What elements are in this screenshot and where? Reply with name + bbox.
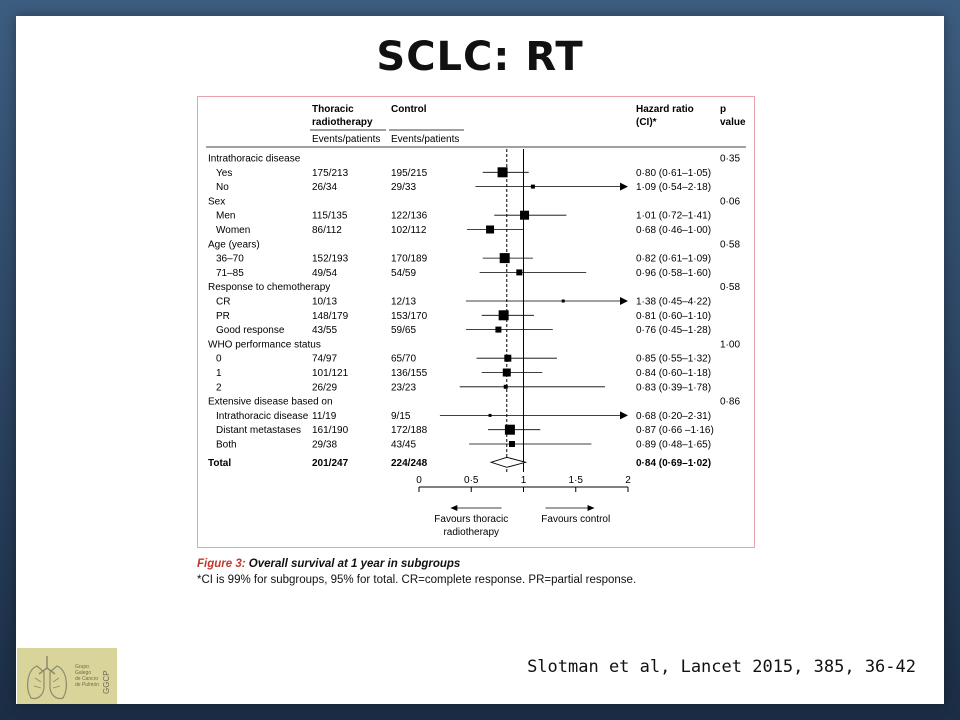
group-label: WHO performance status [208,339,321,351]
favours-right-arrowhead [588,505,595,511]
x-tick-label: 1·5 [568,475,583,486]
caption-label: Figure 3: [197,558,246,570]
favours-left-arrowhead [450,505,457,511]
row-label: Women [216,225,251,236]
rt-events: 43/55 [312,325,338,337]
header-events: Events/patients [312,134,381,145]
rt-events: 26/34 [312,182,338,194]
favours-right-label: Favours control [541,514,611,525]
total-diamond [491,457,525,467]
slide-title: SCLC: RT [376,34,584,80]
rt-events: 201/247 [312,457,349,469]
row-label: 71–85 [216,267,244,279]
point-estimate [531,185,535,189]
row-label: 2 [216,382,222,394]
control-events: 102/112 [391,225,427,236]
p-value: 0·06 [720,196,741,208]
logo-text: de Cancro [75,676,99,682]
figure-caption [197,556,797,588]
control-events: 195/215 [391,167,428,179]
x-tick-label: 1 [520,475,527,486]
rt-events: 101/121 [312,368,349,379]
ggcp-logo [17,648,117,704]
control-events: 172/188 [391,425,428,437]
point-estimate [505,425,515,435]
point-estimate [486,226,494,234]
point-estimate [516,269,522,275]
row-label: Total [208,457,232,469]
header-p: value [720,117,746,128]
ci-arrow [620,297,628,305]
hazard-ratio-text: 0·82 (0·61–1·09) [636,253,712,265]
row-label: Yes [216,167,233,179]
hazard-ratio-text: 0·89 (0·48–1·65) [636,439,712,451]
point-estimate [503,369,511,377]
group-label: Intrathoracic disease [208,153,301,165]
row-label: 1 [216,368,222,379]
hazard-ratio-text: 0·68 (0·20–2·31) [636,410,712,422]
header-events: Events/patients [391,134,460,145]
x-tick-label: 2 [625,475,631,486]
point-estimate [562,300,565,303]
logo-text: Galego [75,670,92,676]
control-events: 54/59 [391,267,417,279]
p-value: 1·00 [720,339,741,351]
hazard-ratio-text: 0·80 (0·61–1·05) [636,167,712,179]
row-label: PR [216,310,230,322]
p-value: 0·58 [720,282,741,294]
hazard-ratio-text: 0·83 (0·39–1·78) [636,382,712,394]
caption-title: Overall survival at 1 year in subgroups [248,558,461,570]
row-label: CR [216,296,231,308]
control-events: 136/155 [391,368,428,379]
rt-events: 49/54 [312,267,338,279]
logo-text: Grupo [75,664,89,670]
favours-left-label: Favours thoracic [434,514,509,525]
point-estimate [504,385,508,389]
header-treatment: Thoracic [312,104,354,115]
point-estimate [495,327,501,333]
group-label: Age (years) [208,239,260,251]
group-label: Sex [208,196,226,208]
header-hr: (CI)* [636,117,657,128]
group-label: Response to chemotherapy [208,282,331,294]
hazard-ratio-text: 0·85 (0·55–1·32) [636,353,712,365]
hazard-ratio-text: 1·01 (0·72–1·41) [636,210,712,222]
figure-frame [197,96,755,548]
caption-note: *CI is 99% for subgroups, 95% for total. CR=complete response. PR=partial response. [197,574,637,586]
p-value: 0·35 [720,153,741,165]
control-events: 59/65 [391,325,417,337]
hazard-ratio-text: 0·84 (0·60–1·18) [636,368,712,379]
point-estimate [509,441,515,447]
hazard-ratio-text: 0·81 (0·60–1·10) [636,310,712,322]
control-events: 224/248 [391,457,428,469]
rt-events: 29/38 [312,439,338,451]
logo-text: de Pulmón [75,682,99,688]
row-label: Distant metastases [216,425,302,437]
lungs-icon [17,648,117,704]
rt-events: 11/19 [312,410,337,422]
point-estimate [500,253,510,263]
row-label: Both [216,439,237,451]
row-label: 0 [216,353,222,365]
hazard-ratio-text: 0·76 (0·45–1·28) [636,325,712,337]
p-value: 0·58 [720,239,741,251]
rt-events: 10/13 [312,296,338,308]
header-treatment: radiotherapy [312,117,373,128]
hazard-ratio-text: 1·09 (0·54–2·18) [636,182,712,194]
control-events: 23/23 [391,382,417,394]
control-events: 9/15 [391,410,411,422]
point-estimate [520,211,529,220]
row-label: Intrathoracic disease [216,410,309,422]
hazard-ratio-text: 0·87 (0·66 –1·16) [636,425,714,437]
hazard-ratio-text: 0·96 (0·58–1·60) [636,267,712,279]
control-events: 65/70 [391,353,417,365]
control-events: 12/13 [391,296,417,308]
point-estimate [498,167,508,177]
favours-left-label: radiotherapy [443,527,500,538]
point-estimate [504,355,511,362]
p-value: 0·86 [720,396,741,408]
rt-events: 175/213 [312,167,349,179]
control-events: 153/170 [391,310,428,322]
row-label: No [216,182,229,194]
rt-events: 115/135 [312,210,348,222]
x-tick-label: 0·5 [464,475,479,486]
row-label: Good response [216,325,285,337]
control-events: 43/45 [391,439,417,451]
citation: Slotman et al, Lancet 2015, 385, 36-42 [527,657,916,677]
x-tick-label: 0 [416,475,422,486]
rt-events: 26/29 [312,382,338,394]
hazard-ratio-text: 1·38 (0·45–4·22) [636,296,712,308]
header-p: p [720,104,727,115]
control-events: 122/136 [391,210,428,222]
rt-events: 152/193 [312,253,349,265]
rt-events: 148/179 [312,310,349,322]
forest-plot [198,97,753,546]
hazard-ratio-text: 0·84 (0·69–1·02) [636,457,712,469]
point-estimate [499,310,509,320]
header-control: Control [391,104,427,115]
control-events: 170/189 [391,253,428,265]
point-estimate [489,414,492,417]
ci-arrow [620,411,628,419]
rt-events: 74/97 [312,353,338,365]
group-label: Extensive disease based on [208,396,333,408]
ci-arrow [620,183,628,191]
row-label: 36–70 [216,253,244,265]
header-hr: Hazard ratio [636,104,694,115]
rt-events: 86/112 [312,225,342,236]
logo-abbrev: GGCP [102,670,111,694]
hazard-ratio-text: 0·68 (0·46–1·00) [636,225,712,236]
row-label: Men [216,210,236,222]
control-events: 29/33 [391,182,417,194]
rt-events: 161/190 [312,425,349,437]
